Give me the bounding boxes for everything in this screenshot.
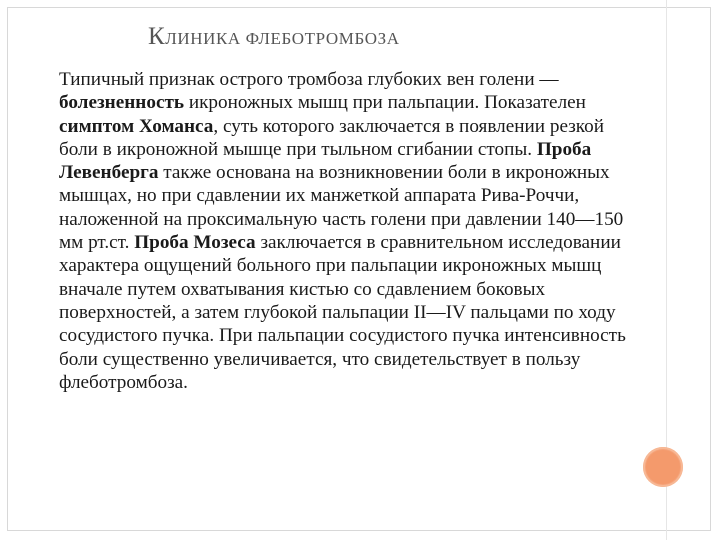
title-first-letter: К xyxy=(148,23,166,50)
term-tenderness: болезненность xyxy=(59,92,185,114)
body-paragraph xyxy=(59,68,630,394)
body-segment-1: Типичный признак острого тромбоза глубоких вен голени — xyxy=(59,69,559,90)
slide-title xyxy=(148,24,400,49)
term-lowenberg-test: Проба Левенберга xyxy=(59,138,592,184)
term-moses-test: Проба Мозеса xyxy=(134,232,256,254)
term-homans-sign: симптом Хоманса xyxy=(59,115,214,137)
body-segment-5: заключается в сравнительном исследовании характера ощущений больного при пальпации икроножных мышц вначале путем охватывания кистью со сдавлением боковых поверхностей, а затем глубокой пальпации II—IV пальцами по ходу сосудистого пучка. При пальпации сосудистого пучка интенсивность боли существенно увеличивается, что свидетельствует в пользу флеботромбоза. xyxy=(59,232,626,393)
body-segment-2: икроножных мышц при пальпации. Показателен xyxy=(184,92,586,114)
body-segment-4: также основана на возникновении боли в икроножных мышцах, но при сдавлении их манжеткой аппарата Рива-Роччи, наложенной на проксимальную часть голени при давлении 140—150 мм рт.ст. xyxy=(59,162,624,254)
body-text xyxy=(59,68,630,394)
title-word2: ФЛЕБОТРОМБОЗА xyxy=(245,29,400,48)
body-segment-3: , суть которого заключается в появлении резкой боли в икроножной мышце при тыльном сгибании стопы. xyxy=(59,115,605,160)
title-word1-rest: ЛИНИКА xyxy=(165,29,241,48)
decorative-orange-circle xyxy=(643,447,683,487)
